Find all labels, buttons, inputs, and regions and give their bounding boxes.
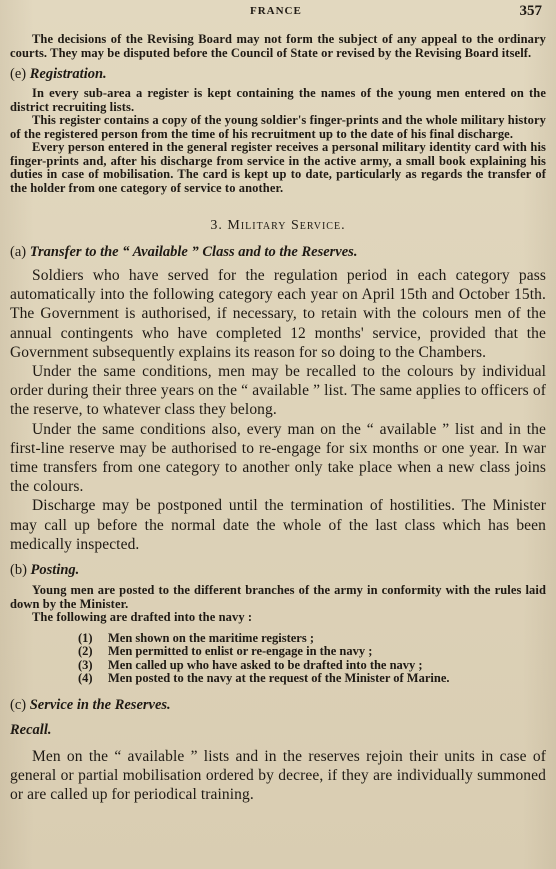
list-item-text: Men called up who have asked to be drafted into the navy ; [108,657,423,672]
list-item-number: (3) [78,657,93,672]
list-item-text: Men shown on the maritime registers ; [108,630,314,645]
transfer-prefix: (a) [10,244,27,260]
registration-title: Registration. [29,66,107,82]
list-item [78,672,546,686]
transfer-paragraph-4: Discharge may be postponed until the termination of hostilities. The Minister may call up before the normal date the whole of the last class which has been medically inspected. [10,497,546,553]
page-number: 357 [519,3,542,19]
posting-paragraph-2: The following are drafted into the navy : [32,610,253,625]
registration-paragraph-2: This register contains a copy of the young soldier's finger-prints and the whole military history of the registered person from the time of his recruitment up to the date of his final discharge. [10,113,546,141]
registration-paragraph-1: In every sub-area a register is kept containing the names of the young men entered on the district recruiting lists. [10,86,546,114]
reserves-heading [10,696,546,714]
transfer-paragraph-2: Under the same conditions, men may be recalled to the colours by individual order during their three years on the “ available ” list. The same applies to officers of the reserve, to whatever class they belong. [10,363,546,419]
reserves-title: Service in the Reserves. [29,696,171,713]
revising-board-paragraph: The decisions of the Revising Board may not form the subject of any appeal to the ordinary courts. They may be disputed before the Council of State or revised by the Revising Board itself. [10,32,546,60]
recall-heading: Recall. [10,721,52,738]
military-service-heading [10,217,546,235]
reserves-prefix: (c) [10,696,27,713]
posting-paragraph-1: Young men are posted to the different branches of the army in conformity with the rules laid down by the Minister. [10,583,546,611]
section-title: Military Service. [227,218,346,233]
registration-prefix: (e) [10,66,27,82]
transfer-title: Transfer to the “ Available ” Class and to the Reserves. [29,244,358,260]
posting-section [10,584,546,625]
running-title: FRANCE [250,5,302,17]
transfer-paragraph-1: Soldiers who have served for the regulation period in each category pass automatically into the following category each year on April 15th and October 15th. The Government is authorised, if necessary, to retain with the colours men of the annual contingents who have completed 12 months' service, provided that the Government subsequently explains its reason for so doing to the Chambers. [10,267,546,361]
section-number: 3. [210,218,223,233]
posting-prefix: (b) [10,562,27,579]
list-item-number: (1) [78,630,93,645]
list-item [78,632,546,646]
transfer-heading [10,243,546,261]
list-item-text: Men permitted to enlist or re-engage in the navy ; [108,644,373,659]
list-item [78,659,546,673]
list-item-number: (4) [78,671,93,686]
list-item [78,645,546,659]
transfer-paragraph-3: Under the same conditions also, every man on the “ available ” list and in the first-line reserve may be authorised to re-engage for six months or one year. In war time transfers from one category to another only take place when a new class joins the colours. [10,420,546,496]
posting-heading [10,561,546,579]
page-header [0,5,556,21]
posting-title: Posting. [30,562,80,579]
recall-paragraph: Men on the “ available ” lists and in the reserves rejoin their units in case of general or partial mobilisation ordered by decree, if they are individually summoned or are called up for periodical training. [10,747,546,804]
registration-paragraph-3: Every person entered in the general register receives a personal military identity card with his finger-prints and, after his discharge from service in the active army, a small book explaining his duties in case of mobilisation. The card is kept up to date, particularly as regards the transfer of the holder from one category of service to another. [10,140,546,195]
registration-heading [10,65,546,83]
list-item-text: Men posted to the navy at the request of the Minister of Marine. [108,671,450,686]
list-item-number: (2) [78,644,93,659]
page-body [10,33,546,805]
transfer-section [10,266,546,554]
registration-section [10,87,546,195]
navy-draft-list [78,632,546,686]
